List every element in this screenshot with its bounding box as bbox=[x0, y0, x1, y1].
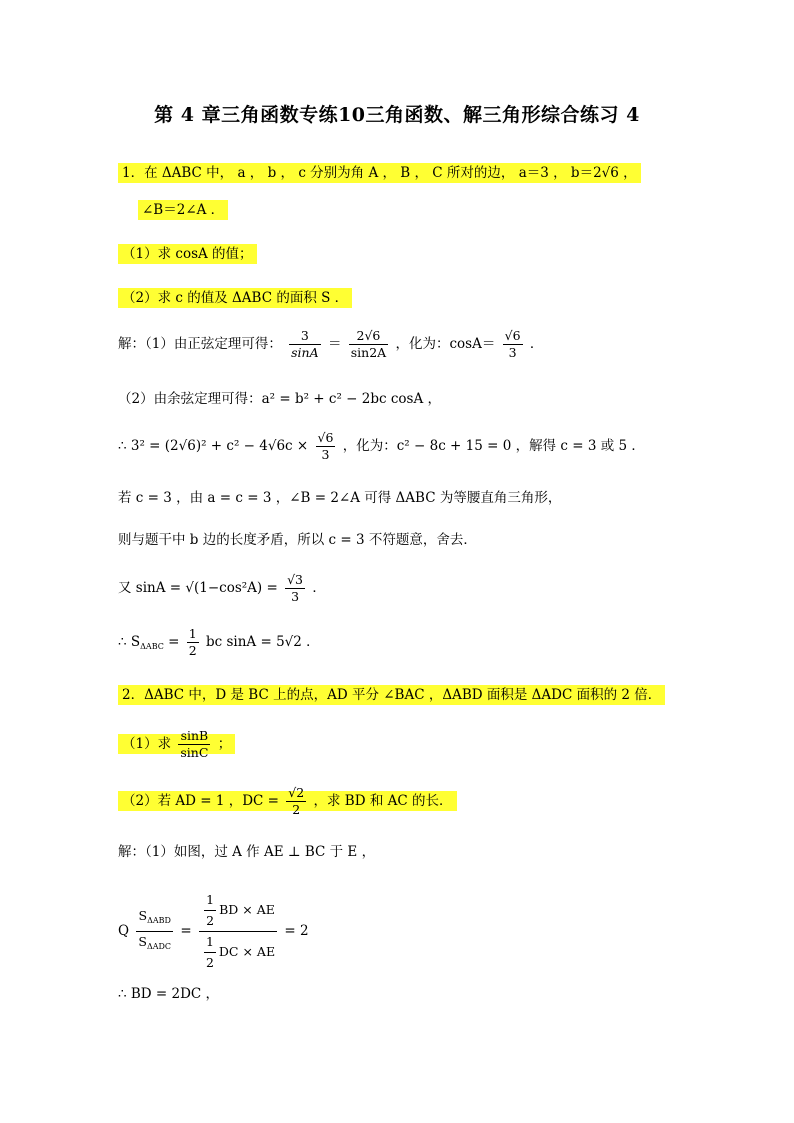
sol1-l7-sub: ΔABC bbox=[140, 642, 164, 651]
sol1-l1-mid: ，化为：cosA＝ bbox=[395, 336, 496, 352]
q1-line2 bbox=[138, 200, 228, 220]
frac-num: √6 bbox=[317, 430, 334, 445]
sol1-l1-prefix: 解：（1）由正弦定理可得： bbox=[118, 336, 282, 352]
q2-stem: 2．ΔABC 中，D 是 BC 上的点，AD 平分 ∠BAC ，ΔABD 面积是 ΔADC 面积的 2 倍． bbox=[118, 685, 665, 705]
q2-part1 bbox=[118, 728, 235, 761]
sol2-area-frac bbox=[199, 890, 277, 973]
q2-part2-box bbox=[118, 785, 457, 817]
sol1-frac-5 bbox=[285, 572, 305, 605]
q2-line1 bbox=[118, 685, 665, 705]
sol1-l7-suffix: bc sinA = 5√2 ． bbox=[206, 634, 320, 650]
q1-line1 bbox=[118, 163, 641, 183]
sol2-l2-prefix: Q bbox=[118, 923, 130, 939]
frac-den: 3 bbox=[285, 588, 305, 605]
frac-den bbox=[136, 931, 173, 957]
q2-part2-frac bbox=[286, 785, 306, 818]
frac-num: 1 bbox=[188, 626, 197, 641]
s1-sub: ΔABD bbox=[147, 916, 171, 925]
q2-part1-suffix: ； bbox=[217, 736, 232, 752]
frac-num: sinB bbox=[180, 728, 209, 743]
q2-part1-prefix: （1）求 bbox=[122, 736, 172, 752]
sol1-line7 bbox=[118, 626, 320, 659]
frac-den: 2 bbox=[204, 910, 216, 931]
frac-num: 1 bbox=[206, 892, 215, 907]
sol2-eq: = bbox=[180, 923, 192, 939]
frac-num: √6 bbox=[504, 328, 521, 343]
q1-part1-text: （1）求 cosA 的值； bbox=[118, 244, 257, 264]
q2-part2-suffix: ，求 BD 和 AC 的长． bbox=[313, 793, 453, 809]
sol2-ratio-frac bbox=[136, 906, 173, 957]
frac-den: sinA bbox=[291, 345, 319, 360]
sol1-frac-1 bbox=[289, 328, 321, 361]
frac-den: 2 bbox=[188, 643, 197, 658]
sol1-l6-prefix: 又 sinA = √(1−cos²A) = bbox=[118, 580, 278, 596]
sol1-l1-end: ． bbox=[529, 336, 544, 352]
sol2-result: = 2 bbox=[284, 923, 309, 939]
half-frac-bottom bbox=[204, 932, 216, 973]
frac-num: 2√6 bbox=[356, 328, 381, 343]
sol1-l7-prefix: ∴ S bbox=[118, 634, 141, 650]
sol1-line2: （2）由余弦定理可得：a² = b² + c² − 2bc cosA ， bbox=[118, 391, 441, 407]
sol2-top: BD × AE bbox=[219, 902, 275, 917]
frac-num: √2 bbox=[288, 785, 305, 800]
q2-part1-frac bbox=[178, 728, 210, 761]
sol1-line4: 若 c = 3 ，由 a = c = 3 ，∠B = 2∠A 可得 ΔABC 为等腰直角三角形， bbox=[118, 490, 562, 506]
frac-num: √3 bbox=[287, 572, 304, 587]
frac-den: 2 bbox=[204, 952, 216, 973]
frac-num: 3 bbox=[300, 328, 309, 343]
frac-den: 2 bbox=[286, 801, 306, 818]
q2-part1-box bbox=[118, 728, 235, 760]
s2: S bbox=[138, 934, 147, 949]
q2-part2-prefix: （2）若 AD = 1 ，DC = bbox=[122, 793, 279, 809]
q1-part2 bbox=[118, 288, 352, 308]
sol1-line1 bbox=[118, 328, 543, 361]
sol1-line3 bbox=[118, 430, 645, 463]
frac-den: 3 bbox=[503, 344, 523, 361]
s1: S bbox=[138, 908, 148, 923]
sol1-l3-suffix: ，化为：c² − 8c + 15 = 0 ，解得 c = 3 或 5 ． bbox=[342, 438, 645, 454]
frac-num bbox=[199, 890, 277, 931]
frac-den bbox=[199, 931, 277, 973]
sol1-l3-prefix: ∴ 3² = (2√6)² + c² − 4√6c × bbox=[118, 438, 309, 454]
q1-condition: ∠B＝2∠A ． bbox=[138, 200, 228, 220]
sol1-l1-eq: ＝ bbox=[327, 336, 342, 352]
sol1-frac-3 bbox=[503, 328, 523, 361]
sol1-line5: 则与题干中 b 边的长度矛盾，所以 c = 3 不符题意，舍去． bbox=[118, 532, 477, 548]
sol2-line3: ∴ BD = 2DC ， bbox=[118, 986, 220, 1002]
half-frac-top bbox=[204, 890, 216, 931]
q1-part2-text: （2）求 c 的值及 ΔABC 的面积 S ． bbox=[118, 288, 352, 308]
s2-sub: ΔADC bbox=[146, 942, 172, 951]
frac-num bbox=[136, 906, 173, 931]
sol1-frac-6 bbox=[187, 626, 199, 659]
q1-part1 bbox=[118, 244, 257, 264]
sol1-line6 bbox=[118, 572, 326, 605]
sol2-line2 bbox=[118, 890, 309, 973]
frac-den: sinC bbox=[180, 745, 209, 760]
sol1-frac-4 bbox=[316, 430, 336, 463]
sol1-frac-2 bbox=[349, 328, 388, 361]
q1-stem: 1．在 ΔABC 中， a ， b ， c 分别为角 A ， B ， C 所对的边， a＝3 ， b＝2√6 ， bbox=[118, 163, 641, 183]
frac-den: sin2A bbox=[350, 345, 387, 360]
q2-part2 bbox=[118, 785, 457, 818]
sol2-line1: 解：（1）如图，过 A 作 AE ⊥ BC 于 E ， bbox=[118, 844, 376, 860]
page-title: 第 4 章三角函数专练10三角函数、解三角形综合练习 4 bbox=[154, 104, 640, 126]
sol1-l7-eq: = bbox=[168, 634, 184, 650]
sol1-l6-end: ． bbox=[312, 580, 326, 596]
frac-num: 1 bbox=[205, 934, 214, 949]
frac-den: 3 bbox=[316, 446, 336, 463]
sol2-bottom: DC × AE bbox=[218, 944, 276, 959]
